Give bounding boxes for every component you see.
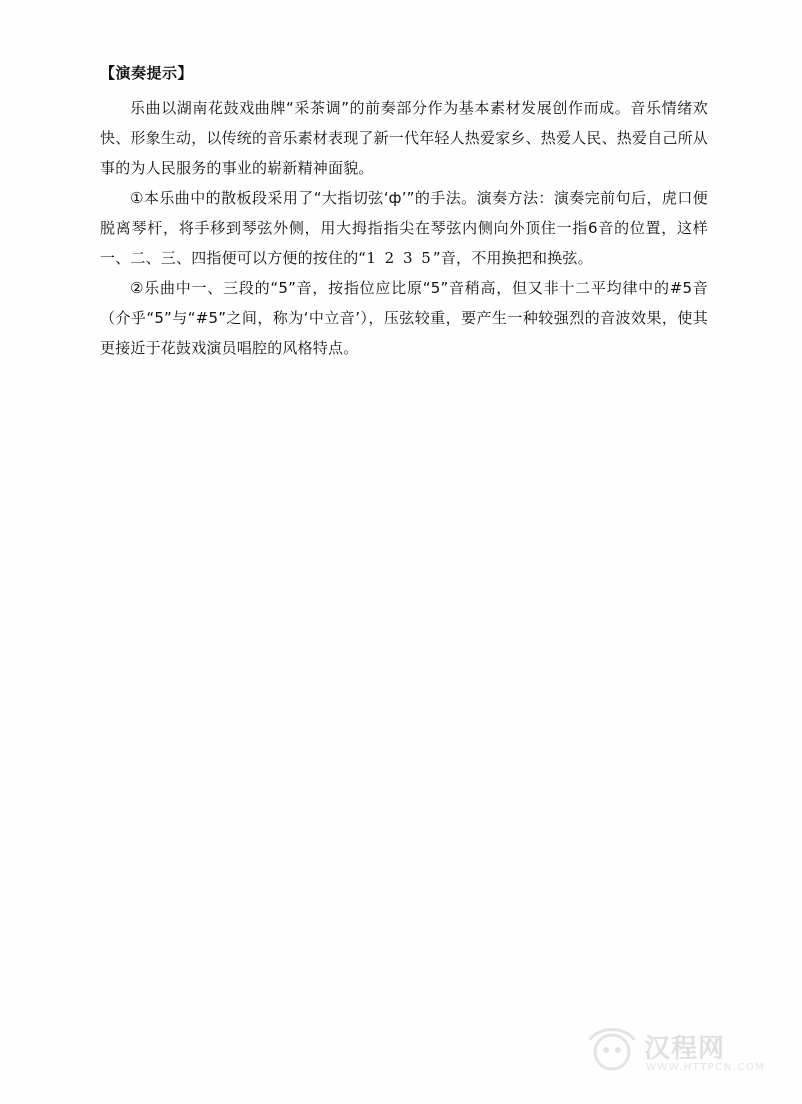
note-1-notation: 1 2 3 5 — [366, 248, 433, 267]
paragraph-intro: 乐曲以湖南花鼓戏曲牌“采茶调”的前奏部分作为基本素材发展创作而成。音乐情绪欢快、形象生动，以传统的音乐素材表现了新一代年轻人热爱家乡、热爱人民、热爱自己所从事的为人民服务的事业的崭新精神面貌。 — [100, 98, 709, 177]
list-marker-1: ① — [130, 188, 144, 207]
watermark — [578, 1016, 778, 1088]
document-body — [100, 62, 708, 363]
list-marker-2: ② — [130, 278, 145, 297]
watermark-title: 汉程网 — [644, 1034, 726, 1064]
watermark-subtitle: WWW.HTTPCN.COM — [646, 1062, 766, 1073]
note-1-text-before: 本乐曲中的散板段采用了“大指切弦‘ф’”的手法。演奏方法：演奏完前句后，虎口便脱离琴杆，将手移到琴弦外侧，用大拇指指尖在琴弦内侧向外顶住一指6音的位置，这样一、二、三、四指便可以方便的按住的“ — [100, 188, 708, 267]
note-1-text-after: ”音，不用换把和换弦。 — [432, 248, 593, 267]
paragraph-note-1 — [100, 183, 708, 273]
note-2-text: 乐曲中一、三段的“5”音，按指位应比原“5”音稍高，但又非十二平均律中的#5音（介乎“5”与“#5”之间，称为‘中立音’），压弦较重，要产生一种较强烈的音波效果，使其更接近于花鼓戏演员唱腔的风格特点。 — [100, 278, 708, 357]
paragraph-note-2 — [100, 273, 708, 363]
watermark-logo-icon — [584, 1022, 640, 1078]
section-heading: 【演奏提示】 — [100, 64, 194, 82]
